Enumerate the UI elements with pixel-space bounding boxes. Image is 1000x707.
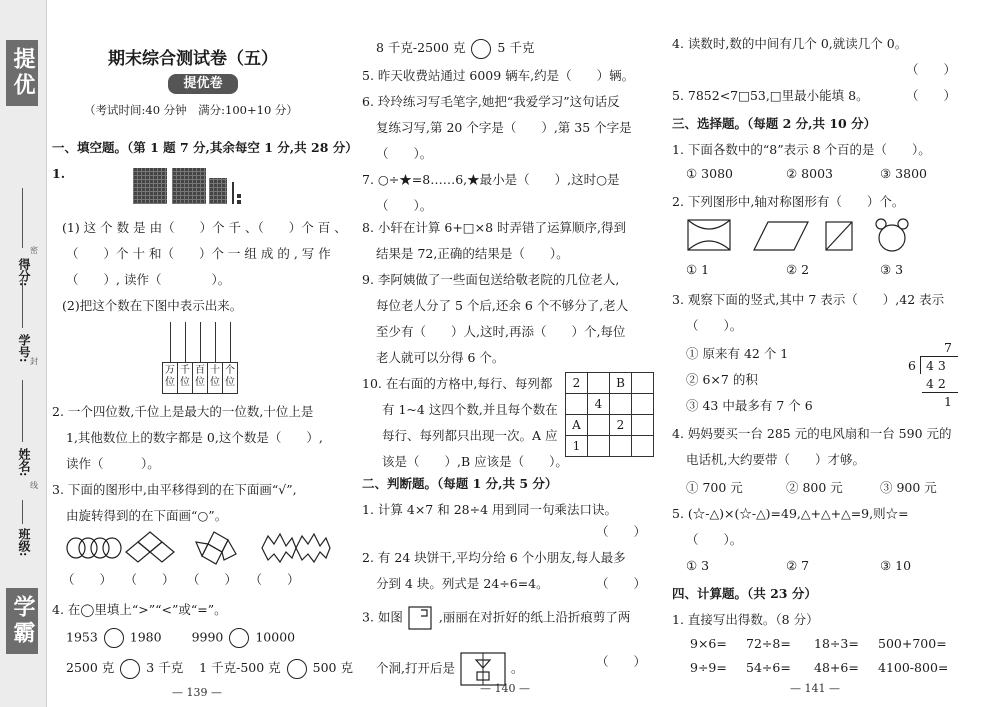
q10-line2: 有 1~4 这四个数,并且每个数在 bbox=[382, 402, 558, 417]
q4-value: 5 千克 bbox=[497, 40, 535, 55]
q4-value: 1 千克-500 克 bbox=[199, 660, 281, 675]
q2-line1: 2. 一个四位数,千位上是最大的一位数,十位上是 bbox=[52, 404, 314, 419]
student-id-label: 学号: bbox=[17, 334, 31, 363]
folded-paper-icon bbox=[407, 606, 435, 630]
hundred-flat bbox=[209, 178, 227, 204]
calc-q1: 1. 直接写出得数。（8 分） bbox=[672, 612, 819, 627]
q3-line2: 由旋转得到的在下面画“○”。 bbox=[66, 508, 228, 523]
tf-q3-line2 bbox=[376, 652, 523, 686]
division-quotient: 7 bbox=[944, 340, 952, 355]
section-choice: 三、选择题。（每题 2 分,共 10 分） bbox=[672, 116, 877, 131]
page-number: — 140 — bbox=[480, 682, 530, 695]
square-diagonal-figure bbox=[826, 222, 852, 250]
tf-q3-text: ,丽丽在对折好的纸上沿折痕剪了两 bbox=[438, 609, 631, 625]
choice-q4-opt3[interactable]: ③ 900 元 bbox=[880, 480, 937, 495]
rhombus-figure bbox=[126, 532, 174, 562]
tf-q1-answer: （ ） bbox=[596, 524, 647, 539]
grid-cell bbox=[610, 436, 632, 457]
choice-q4-line1: 4. 妈妈要买一台 285 元的电风扇和一台 590 元的 bbox=[672, 426, 952, 441]
calc-item: 500+700= bbox=[878, 636, 947, 651]
cut-mark-1: 密 bbox=[30, 246, 38, 255]
choice-q5-opt2[interactable]: ② 7 bbox=[786, 558, 810, 573]
section-fill-blank: 一、填空题。（第 1 题 7 分,其余每空 1 分,共 28 分） bbox=[52, 140, 358, 155]
tf-q1: 1. 计算 4×7 和 28÷4 用到同一句乘法口诀。 bbox=[362, 502, 618, 517]
exam-title: 期末综合测试卷（五） bbox=[108, 49, 278, 69]
bear-head-figure bbox=[876, 219, 908, 251]
calc-item: 9÷9= bbox=[690, 660, 727, 675]
grid-row bbox=[566, 373, 654, 394]
binding-strip bbox=[0, 0, 47, 707]
choice-q4-line2: 电话机,大约要带（ ）才够。 bbox=[686, 452, 865, 467]
choice-q1-opt1[interactable]: ① 3080 bbox=[686, 166, 733, 181]
class-line bbox=[22, 500, 23, 524]
grid-cell: A bbox=[566, 415, 588, 436]
choice-q1: 1. 下面各数中的“8”表示 8 个百的是（ ）。 bbox=[672, 142, 931, 157]
choice-q2: 2. 下列图形中,轴对称图形有（ ）个。 bbox=[672, 194, 905, 209]
choice-q2-opt2[interactable]: ② 2 bbox=[786, 262, 810, 277]
leaves-figure bbox=[262, 534, 330, 562]
cut-mark-2: 封 bbox=[30, 357, 38, 366]
q7-line2: （ ）。 bbox=[376, 198, 433, 213]
choice-q5-opt1[interactable]: ① 3 bbox=[686, 558, 710, 573]
q10-line3: 每行、每列都只出现一次。A 应 bbox=[382, 428, 558, 443]
tf-q3-prefix: 3. 如图 bbox=[362, 609, 403, 625]
choice-q3-opt1[interactable]: ① 原来有 42 个 1 bbox=[686, 346, 789, 361]
tf-q3-prefix2: 个洞,打开后是 bbox=[376, 660, 455, 676]
grid-cell bbox=[588, 436, 610, 457]
thousand-cube bbox=[172, 168, 206, 204]
place-label: 万位 bbox=[163, 363, 178, 393]
section-calculation: 四、计算题。（共 23 分） bbox=[672, 586, 817, 601]
q6-line2: 复练习写,第 20 个字是（ ）,第 35 个字是 bbox=[376, 120, 632, 135]
grid-cell bbox=[632, 394, 654, 415]
unfolded-paper-icon bbox=[459, 652, 507, 686]
q9-line4: 老人就可以分得 6 个。 bbox=[376, 350, 505, 365]
grid-cell: 1 bbox=[566, 436, 588, 457]
choice-q4-opt1[interactable]: ① 700 元 bbox=[686, 480, 743, 495]
q3-answer-blanks: （ ） （ ） （ ） （ ） bbox=[62, 572, 300, 587]
q1-number: 1. bbox=[52, 166, 66, 181]
choice-q5-opt3[interactable]: ③ 10 bbox=[880, 558, 912, 573]
difficulty-badge: 提优卷 bbox=[168, 74, 238, 94]
place-label: 个位 bbox=[225, 365, 235, 388]
division-product: 4 2 bbox=[926, 376, 946, 391]
compare-circle[interactable] bbox=[229, 628, 249, 648]
q9-line2: 每位老人分了 5 个后,还余 6 个不够分了,老人 bbox=[376, 298, 629, 313]
compare-circle[interactable] bbox=[471, 39, 491, 59]
abacus-rod bbox=[200, 322, 201, 362]
choice-q2-opt3[interactable]: ③ 3 bbox=[880, 262, 904, 277]
grid-row bbox=[566, 394, 654, 415]
class-label: 班级: bbox=[17, 528, 31, 557]
grid-cell: 2 bbox=[566, 373, 588, 394]
grid-cell bbox=[588, 415, 610, 436]
place-label: 百位 bbox=[193, 363, 208, 393]
calc-item: 4100-800= bbox=[878, 660, 949, 675]
grid-cell bbox=[632, 415, 654, 436]
q2-line2: 1,其他数位上的数字都是 0,这个数是（ ）, bbox=[66, 430, 323, 445]
grid-cell bbox=[610, 394, 632, 415]
parallelogram-figure bbox=[754, 222, 808, 250]
exam-info: （考试时间:40 分钟 满分:100+10 分） bbox=[84, 103, 298, 117]
grid-row bbox=[566, 436, 654, 457]
place-label: 十位 bbox=[208, 363, 223, 393]
calc-item: 9×6= bbox=[690, 636, 727, 651]
q9-line1: 9. 李阿姨做了一些面包送给敬老院的几位老人, bbox=[362, 272, 620, 287]
latin-square-grid bbox=[565, 372, 654, 457]
q1-part1-line3: （ ）, 读作（ ）。 bbox=[66, 272, 231, 287]
q10-line4: 该是（ ）,B 应该是（ ）。 bbox=[382, 454, 568, 469]
symmetry-figures bbox=[686, 216, 926, 256]
tf-q3-suffix: 。 bbox=[510, 660, 524, 676]
q6-line1: 6. 玲玲练习写毛笔字,她把“我爱学习”这句话反 bbox=[362, 94, 620, 109]
pinwheel-figure bbox=[196, 532, 236, 564]
q8-line1: 8. 小轩在计算 6+□×8 时弄错了运算顺序,得到 bbox=[362, 220, 626, 235]
division-bracket bbox=[920, 356, 921, 374]
page-number: — 141 — bbox=[790, 682, 840, 695]
section-true-false: 二、判断题。（每题 1 分,共 5 分） bbox=[362, 476, 558, 491]
q4-value: 10000 bbox=[255, 629, 296, 645]
tf-q2-line2: 分到 4 块。列式是 24÷6=4。 bbox=[376, 576, 549, 591]
q1-part1-line2: （ ）个 十 和（ ）个 一 组 成 的 , 写 作 bbox=[66, 246, 331, 261]
tf-q3-line1 bbox=[362, 606, 630, 630]
grid-cell bbox=[632, 373, 654, 394]
abacus-rod bbox=[230, 322, 231, 362]
q4-value: 9990 bbox=[191, 629, 224, 645]
choice-q4-opt2[interactable]: ② 800 元 bbox=[786, 480, 843, 495]
q4-value: 8 千克-2500 克 bbox=[376, 40, 466, 55]
choice-q5-line2: （ ）。 bbox=[686, 532, 743, 547]
grid-cell: 4 bbox=[588, 394, 610, 415]
q4-value: 500 克 bbox=[312, 660, 353, 675]
calc-item: 54÷6= bbox=[746, 660, 791, 675]
choice-q3-opt3[interactable]: ③ 43 中最多有 7 个 6 bbox=[686, 398, 813, 413]
calc-item: 48+6= bbox=[814, 660, 859, 675]
score-line bbox=[22, 188, 23, 248]
q4-value: 1980 bbox=[129, 629, 162, 645]
q7-line1: 7. ○÷★=8……6,★最小是（ ）,这时○是 bbox=[362, 172, 620, 187]
q3-line1: 3. 下面的图形中,由平移得到的在下面画“√”, bbox=[52, 482, 297, 497]
grid-cell bbox=[588, 373, 610, 394]
q4-instruction: 4. 在◯里填上“>”“<”或“=”。 bbox=[52, 602, 227, 617]
q4-continued bbox=[376, 38, 534, 59]
envelope-figure bbox=[688, 220, 730, 250]
grid-cell bbox=[632, 436, 654, 457]
compare-circle[interactable] bbox=[287, 659, 307, 679]
brand-logo-top: 提优 bbox=[6, 40, 38, 106]
choice-q3-line2: （ ）。 bbox=[686, 318, 743, 333]
choice-q1-opt2[interactable]: ② 8003 bbox=[786, 166, 833, 181]
q4-value: 2500 克 bbox=[66, 660, 115, 675]
grid-cell: B bbox=[610, 373, 632, 394]
tf-q4: 4. 读数时,数的中间有几个 0,就读几个 0。 bbox=[672, 36, 908, 51]
abacus-base bbox=[162, 362, 238, 394]
compare-circle[interactable] bbox=[104, 628, 124, 648]
tf-q5-answer: （ ） bbox=[906, 88, 957, 103]
ten-rod bbox=[232, 182, 234, 204]
division-bar bbox=[920, 356, 958, 357]
thousand-cube bbox=[133, 168, 167, 204]
q6-line3: （ ）。 bbox=[376, 146, 433, 161]
q5: 5. 昨天收费站通过 6009 辆车,约是（ ）辆。 bbox=[362, 68, 635, 83]
one-cube bbox=[237, 200, 241, 204]
tf-q5: 5. 7852<7□53,□里最小能填 8。 bbox=[672, 88, 869, 103]
name-label: 姓名: bbox=[17, 448, 31, 477]
q9-line3: 至少有（ ）人,这时,再添（ ）个,每位 bbox=[376, 324, 626, 339]
division-divisor: 6 bbox=[908, 358, 916, 373]
abacus-rod bbox=[215, 322, 216, 362]
grid-row bbox=[566, 415, 654, 436]
division-dividend: 4 3 bbox=[926, 358, 946, 373]
q4-row1 bbox=[66, 628, 295, 648]
division-remainder: 1 bbox=[944, 394, 952, 409]
calc-item: 18÷3= bbox=[814, 636, 859, 651]
choice-q3-line1: 3. 观察下面的竖式,其中 7 表示（ ）,42 表示 bbox=[672, 292, 945, 307]
choice-q2-opt1[interactable]: ① 1 bbox=[686, 262, 710, 277]
q2-line3: 读作（ ）。 bbox=[66, 456, 160, 471]
tf-q3-answer: （ ） bbox=[596, 654, 647, 669]
score-label: 得分: bbox=[17, 258, 31, 287]
abacus-rod bbox=[185, 322, 186, 362]
grid-cell bbox=[566, 394, 588, 415]
brand-logo-bottom: 学霸 bbox=[6, 588, 38, 654]
tf-q4-answer: （ ） bbox=[906, 62, 957, 77]
name-line bbox=[22, 380, 23, 442]
page-number: — 139 — bbox=[172, 686, 222, 699]
rings-figure bbox=[67, 538, 121, 558]
calc-item: 72÷8= bbox=[746, 636, 791, 651]
cut-mark-3: 线 bbox=[30, 481, 38, 490]
one-cube bbox=[237, 194, 241, 198]
tf-q2-answer: （ ） bbox=[596, 576, 647, 591]
q1-part1-line1: (1) 这 个 数 是 由（ ）个 千 、（ ）个 百 、 bbox=[62, 220, 347, 235]
abacus-rod bbox=[170, 322, 171, 362]
compare-circle[interactable] bbox=[120, 659, 140, 679]
choice-q1-opt3[interactable]: ③ 3800 bbox=[880, 166, 927, 181]
q8-line2: 结果是 72,正确的结果是（ ）。 bbox=[376, 246, 569, 261]
q4-value: 1953 bbox=[66, 629, 98, 645]
q1-part2: (2)把这个数在下图中表示出来。 bbox=[62, 298, 243, 313]
choice-q5-line1: 5. (☆-△)×(☆-△)=49,△+△+△=9,则☆= bbox=[672, 506, 909, 521]
place-label: 千位 bbox=[178, 363, 193, 393]
student-id-line bbox=[22, 280, 23, 328]
tf-q2-line1: 2. 有 24 块饼干,平均分给 6 个小朋友,每人最多 bbox=[362, 550, 626, 565]
q4-row2 bbox=[66, 658, 353, 679]
q3-figures bbox=[66, 530, 346, 566]
choice-q3-opt2[interactable]: ② 6×7 的积 bbox=[686, 372, 758, 387]
division-subtract-line bbox=[922, 392, 958, 393]
q10-line1: 10. 在右面的方格中,每行、每列都 bbox=[362, 376, 553, 391]
grid-cell: 2 bbox=[610, 415, 632, 436]
q4-value: 3 千克 bbox=[146, 660, 184, 675]
